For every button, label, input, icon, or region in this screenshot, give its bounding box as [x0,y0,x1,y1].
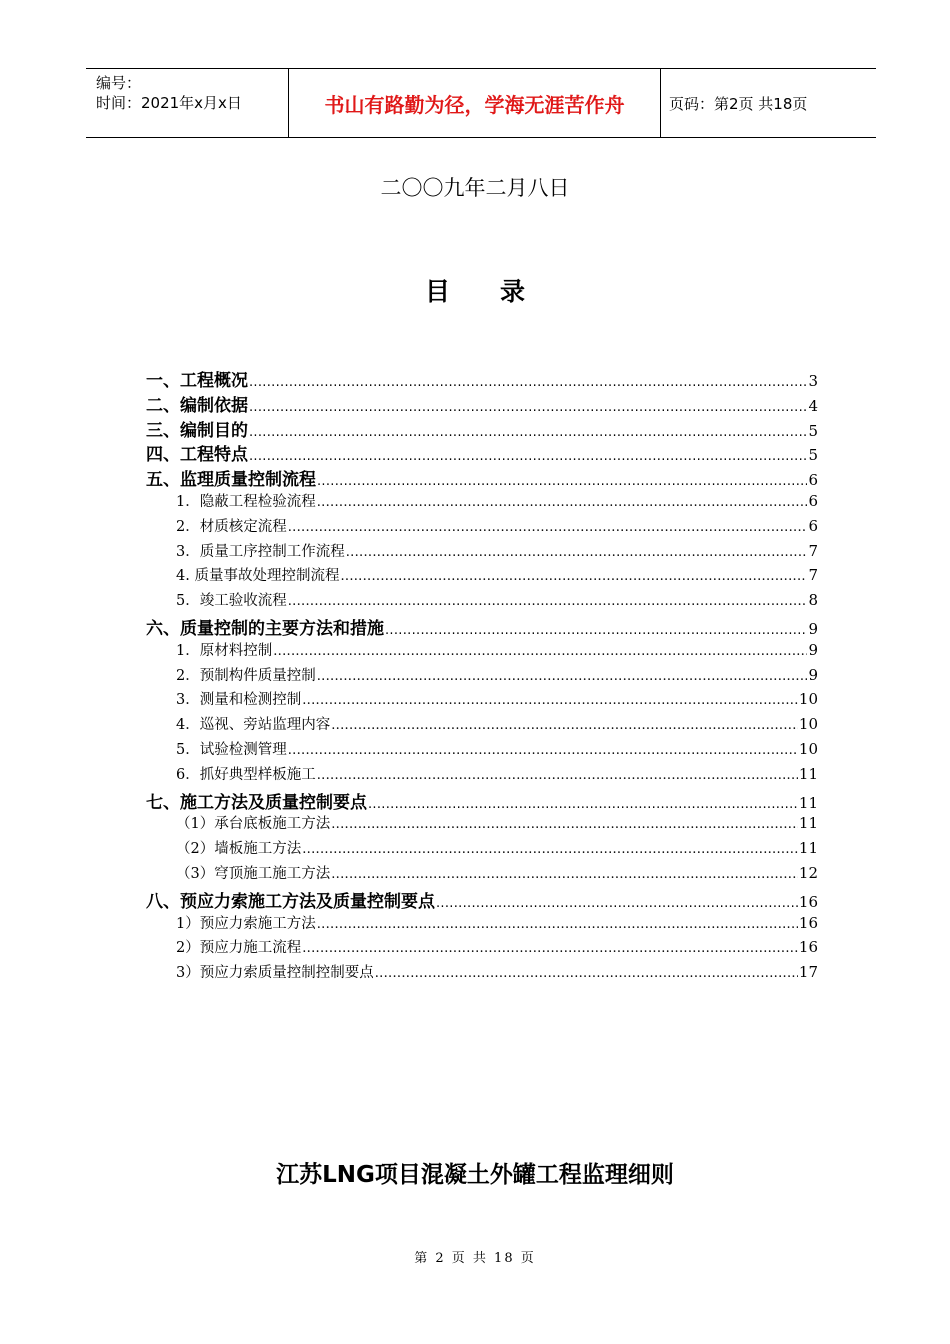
toc-dot-leader [288,593,808,609]
toc-section-entry[interactable] [146,614,818,639]
toc-subsection-entry[interactable] [146,515,818,540]
toc-entry-page: 9 [808,665,818,684]
toc-entry-page: 7 [808,541,818,560]
toc-dot-leader [288,519,808,535]
toc-dot-leader [302,940,798,956]
header-page-info: 页码：第2页 共18页 [669,94,808,113]
toc-entry-page: 10 [798,715,818,734]
header-motto: 书山有路勤为径，学海无涯苦作舟 [288,69,661,137]
toc-entry-label: 3．质量工序控制工作流程 [176,543,345,560]
toc-entry-label: 四、工程特点 [146,445,248,466]
toc-entry-label: 1．隐蔽工程检验流程 [176,493,316,510]
toc-dot-leader [288,742,798,758]
toc-subsection-entry[interactable] [146,912,818,937]
toc-dot-leader [317,470,807,490]
toc-dot-leader [340,568,807,584]
toc-entry-label: （1）承台底板施工方法 [176,816,331,833]
toc-dot-leader [317,767,798,783]
toc-subsection-entry[interactable] [146,936,818,961]
toc-entry-label: 5．竣工验收流程 [176,593,287,610]
toc-dot-leader [368,793,798,813]
toc-entry-label: （3）穹顶施工施工方法 [176,865,331,882]
toc-subsection-entry[interactable] [146,664,818,689]
table-of-contents [146,366,818,986]
toc-section-entry[interactable] [146,887,818,912]
date-line: 二〇〇九年二月八日 [380,176,570,200]
toc-subsection-entry[interactable] [146,589,818,614]
toc-dot-leader [436,892,798,912]
page-header [86,68,876,138]
toc-subsection-entry[interactable] [146,564,818,589]
toc-entry-label: 七、施工方法及质量控制要点 [146,792,367,813]
toc-subsection-entry[interactable] [146,862,818,887]
toc-entry-page: 9 [808,619,818,638]
toc-subsection-entry[interactable] [146,639,818,664]
toc-entry-label: 2．预制构件质量控制 [176,667,316,684]
toc-entry-page: 9 [808,640,818,659]
toc-dot-leader [317,494,808,510]
toc-entry-label: 6．抓好典型样板施工 [176,766,316,783]
toc-subsection-entry[interactable] [146,812,818,837]
toc-section-entry[interactable] [146,788,818,813]
toc-entry-page: 11 [798,793,818,812]
toc-subsection-entry[interactable] [146,837,818,862]
toc-title: 目录 [424,277,575,306]
toc-entry-page: 16 [798,913,818,932]
toc-dot-leader [249,396,807,416]
toc-entry-page: 6 [808,491,818,510]
toc-entry-label: 2）预应力施工流程 [176,940,302,957]
toc-dot-leader [385,619,807,639]
toc-section-entry[interactable] [146,416,818,441]
toc-dot-leader [331,866,798,882]
toc-dot-leader [346,544,808,560]
toc-dot-leader [331,816,798,832]
toc-section-entry[interactable] [146,366,818,391]
toc-dot-leader [375,965,798,981]
toc-entry-label: 2．材质核定流程 [176,518,287,535]
toc-dot-leader [317,916,798,932]
toc-subsection-entry[interactable] [146,490,818,515]
toc-entry-label: 5．试验检测管理 [176,741,287,758]
header-time-label: 时间：2021年x月x日 [96,94,242,112]
toc-entry-page: 12 [798,863,818,882]
toc-entry-page: 10 [798,690,818,709]
toc-entry-page: 16 [798,892,818,911]
toc-subsection-entry[interactable] [146,688,818,713]
toc-entry-label: 五、监理质量控制流程 [146,470,316,491]
toc-entry-page: 16 [798,938,818,957]
toc-entry-page: 11 [798,764,818,783]
toc-entry-label: 1．原材料控制 [176,642,273,659]
toc-entry-page: 8 [808,591,818,610]
toc-entry-page: 11 [798,839,818,858]
toc-dot-leader [249,371,807,391]
document-title: 江苏LNG项目混凝土外罐工程监理细则 [276,1162,674,1188]
toc-entry-label: 六、质量控制的主要方法和措施 [146,618,384,639]
toc-dot-leader [273,643,807,659]
toc-dot-leader [331,717,798,733]
toc-dot-leader [249,421,807,441]
toc-entry-label: 一、工程概况 [146,371,248,391]
toc-dot-leader [249,445,807,465]
toc-entry-label: 4．巡视、旁站监理内容 [176,717,331,734]
toc-entry-page: 6 [808,516,818,535]
toc-subsection-entry[interactable] [146,961,818,986]
toc-dot-leader [317,668,808,684]
toc-entry-label: 三、编制目的 [146,420,248,441]
toc-entry-page: 10 [798,739,818,758]
toc-subsection-entry[interactable] [146,738,818,763]
toc-entry-page: 7 [808,566,818,585]
toc-section-entry[interactable] [146,465,818,490]
header-meta [86,69,288,137]
toc-entry-label: （2）墙板施工方法 [176,841,302,858]
toc-entry-page: 5 [808,446,818,465]
toc-entry-label: 二、编制依据 [146,395,248,416]
toc-subsection-entry[interactable] [146,713,818,738]
page-footer: 第 2 页 共 18 页 [414,1251,536,1266]
header-number-label: 编号： [96,74,142,92]
toc-entry-label: 八、预应力索施工方法及质量控制要点 [146,891,435,912]
toc-dot-leader [302,692,798,708]
toc-subsection-entry[interactable] [146,763,818,788]
toc-entry-label: 3．测量和检测控制 [176,692,302,709]
toc-dot-leader [302,841,798,857]
toc-entry-label: 1）预应力索施工方法 [176,915,316,932]
toc-entry-page: 4 [808,396,818,415]
toc-entry-label: 4. 质量事故处理控制流程 [176,568,340,585]
toc-entry-page: 6 [808,471,818,490]
toc-entry-page: 17 [798,963,818,982]
toc-entry-page: 5 [808,421,818,440]
toc-subsection-entry[interactable] [146,540,818,565]
toc-entry-page: 3 [808,372,818,390]
toc-section-entry[interactable] [146,391,818,416]
toc-section-entry[interactable] [146,440,818,465]
toc-entry-page: 11 [798,814,818,833]
toc-entry-label: 3）预应力索质量控制控制要点 [176,965,374,982]
